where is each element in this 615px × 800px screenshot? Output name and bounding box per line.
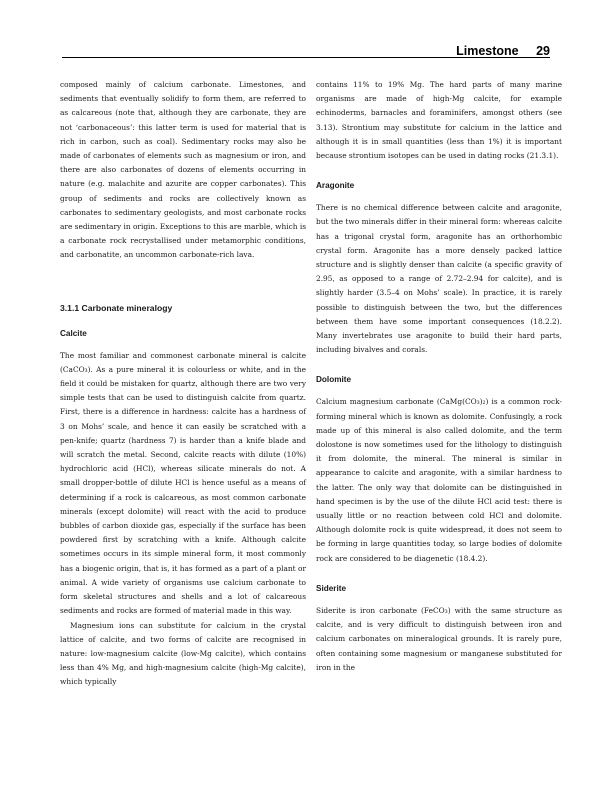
siderite-heading: Siderite <box>316 583 347 593</box>
running-head <box>456 44 550 58</box>
running-head-section: Limestone <box>456 44 519 58</box>
section-heading: 3.1.1 Carbonate mineralogy <box>60 302 173 313</box>
siderite-paragraph: Siderite is iron carbonate (FeCO₃) with the same structure as calcite, and is very difficult to distinguish between iron and calcium carbonates on mineralogical grounds. It is rarely pure, often containing some magnesium or manganese substituted for iron in the <box>316 605 562 672</box>
right-column <box>316 78 562 675</box>
aragonite-heading: Aragonite <box>316 181 355 191</box>
left-column <box>60 78 306 690</box>
continued-paragraph: contains 11% to 19% Mg. The hard parts of many marine organisms are made of high-Mg calcite, for example echinoderms, barnacles and foraminifers, amongst others (see 3.13). Strontium may substitute for calcium in the lattice and although it is in small quantities (less than 1%) it is important because strontium isotopes can be used in dating rocks (21.3.1). <box>316 80 562 161</box>
dolomite-heading: Dolomite <box>316 375 352 385</box>
page-number: 29 <box>536 44 550 58</box>
subsection-gap <box>316 357 562 365</box>
section-gap <box>60 263 306 285</box>
calcite-heading: Calcite <box>60 328 87 338</box>
calcite-paragraph: The most familiar and commonest carbonate mineral is calcite (CaCO₃). As a pure mineral it is colourless or white, and in the field it could be mistaken for quartz, although there are two very simple tests that can be used to distinguish calcite from quartz. First, there is a difference in hardness: calcite has a hardness of 3 on Mohs’ scale, and hence it can easily be scratched with a pen-knife; quartz (hardness 7) is harder than a knife blade and will scratch the metal. Second, calcite reacts with dilute (10%) hydrochloric acid (HCl), whereas silicate minerals do not. A small dropper-bottle of dilute HCl is hence useful as a means of determining if a rock is calcareous, as most common carbonate minerals (except dolomite) will react with the acid to produce bubbles of carbon dioxide gas, especially if the surface has been powdered first by scratching with a knife. Although calcite sometimes occurs in its simple mineral form, it most commonly has a biogenic origin, that is, it has formed as a part of a plant or animal. A wide variety of organisms use calcium carbonate to form skeletal structures and shells and a lot of calcareous sediments and rocks are formed of material made in this way. <box>60 350 306 616</box>
subsection-gap <box>316 163 562 171</box>
intro-paragraph: composed mainly of calcium carbonate. Limestones, and sediments that eventually solidify to form them, are referred to as calcareous (note that, although they are carbonate, they are not ‘carbonaceous’: this latter term is used for material that is rich in carbon, such as coal). Sedimentary rocks may also be made of carbonates of elements such as magnesium or iron, and there are also carbonates of dozens of elements occurring in nature (e.g. malachite and azurite are copper carbonates). This group of sediments and rocks are collectively known as carbonates to sedimentary geologists, and most carbonate rocks are sedimentary in origin. Exceptions to this are marble, which is a carbonate rock recrystallised under metamorphic conditions, and carbonatite, an uncommon carbonate-rich lava. <box>60 80 306 260</box>
magnesium-paragraph: Magnesium ions can substitute for calcium in the crystal lattice of calcite, and two forms of calcite are recognised in nature: low-magnesium calcite (low-Mg calcite), which contains less than 4% Mg, and high-magnesium calcite (high-Mg calcite), which typically <box>60 620 306 687</box>
subsection-gap <box>316 566 562 574</box>
aragonite-paragraph: There is no chemical difference between calcite and aragonite, but the two minerals differ in their mineral form: whereas calcite has a trigonal crystal form, aragonite has an orthorhombic crystal form. Aragonite has a more densely packed lattice structure and is slightly denser than calcite (a specific gravity of 2.95, as opposed to a range of 2.72–2.94 for calcite), and is slightly harder (3.5–4 on Mohs’ scale). In practice, it is rarely possible to distinguish between the two, but the differences between them have some important consequences (18.2.2). Many invertebrates use aragonite to build their hard parts, including bivalves and corals. <box>316 203 562 355</box>
dolomite-paragraph: Calcium magnesium carbonate (CaMg(CO₃)₂) is a common rock-forming mineral which is known as dolomite. Confusingly, a rock made up of this mineral is also called dolomite, and the term dolostone is now sometimes used for the lithology to distinguish it from dolomite, the mineral. The mineral is similar in appearance to calcite and aragonite, with a similar hardness to the latter. The only way that dolomite can be distinguished in hand specimen is by the use of the dilute HCl acid test: there is usually little or no reaction between cold HCl and dolomite. Although dolomite rock is quite widespread, it does not seem to be forming in large quantities today, so large bodies of dolomite rock are considered to be diagenetic (18.4.2). <box>316 397 562 563</box>
header-rule <box>62 57 550 58</box>
